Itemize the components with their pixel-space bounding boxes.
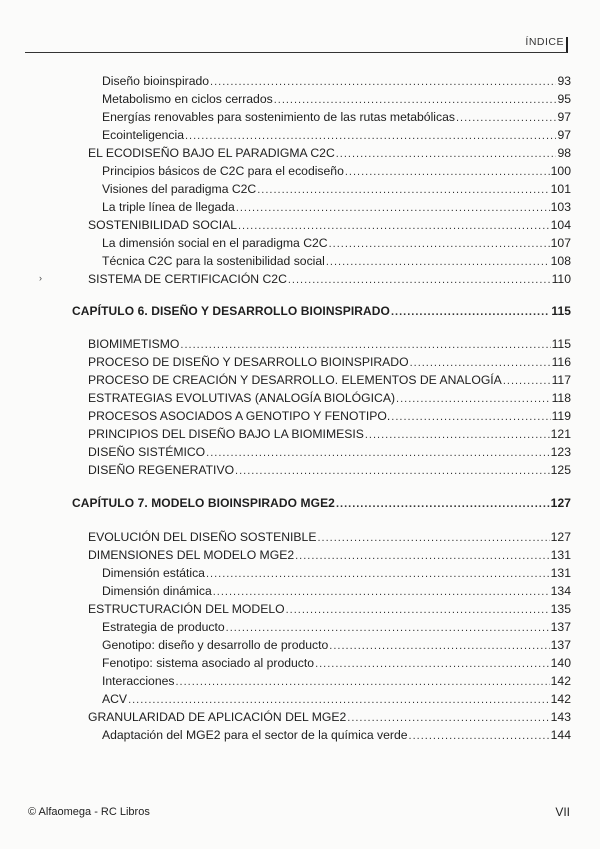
toc-entry[interactable] bbox=[88, 443, 571, 461]
toc-entry-title: La triple línea de llegada bbox=[102, 200, 235, 214]
toc-entry-title: DISEÑO SISTÉMICO bbox=[88, 445, 206, 459]
toc-entry[interactable] bbox=[102, 654, 571, 672]
toc-entry-page: 98 bbox=[557, 146, 571, 160]
dot-leader bbox=[336, 495, 550, 513]
dot-leader bbox=[288, 271, 551, 289]
dot-leader bbox=[295, 547, 550, 565]
toc-entry[interactable] bbox=[102, 108, 571, 126]
toc-entry-title: PROCESO DE CREACIÓN Y DESARROLLO. ELEMENTOS DE ANALOGÍA bbox=[88, 373, 502, 387]
toc-entry-title: EL ECODISEÑO BAJO EL PARADIGMA C2C bbox=[88, 146, 335, 160]
toc-entry-page: 127 bbox=[550, 530, 571, 544]
toc-entry[interactable] bbox=[102, 582, 571, 600]
toc-entry-page: 117 bbox=[551, 373, 571, 387]
toc-entry[interactable] bbox=[88, 144, 571, 162]
toc-entry-page: 144 bbox=[550, 728, 571, 742]
toc-entry[interactable] bbox=[88, 546, 571, 564]
dot-leader bbox=[396, 390, 551, 408]
dot-leader bbox=[274, 91, 557, 109]
toc-entry-page: 95 bbox=[557, 92, 571, 106]
toc-entry-title: DISEÑO REGENERATIVO bbox=[88, 463, 235, 477]
dot-leader bbox=[503, 372, 551, 390]
dot-leader bbox=[210, 73, 556, 91]
toc-entry-page: 131 bbox=[550, 566, 571, 580]
dot-leader bbox=[409, 727, 550, 745]
dot-leader bbox=[317, 529, 549, 547]
dot-leader bbox=[347, 709, 549, 727]
toc-entry-title: Interacciones bbox=[102, 674, 175, 688]
toc-entry-page: 110 bbox=[551, 272, 571, 286]
toc-entry-page: 93 bbox=[557, 74, 571, 88]
toc-entry[interactable] bbox=[102, 672, 571, 690]
toc-entry-page: 119 bbox=[551, 409, 571, 423]
toc-entry[interactable] bbox=[102, 234, 571, 252]
toc-entry-title: BIOMIMETISMO bbox=[88, 337, 180, 351]
toc-entry-page: 104 bbox=[550, 218, 571, 232]
toc-entry-title: La dimensión social en el paradigma C2C bbox=[102, 236, 328, 250]
toc-entry-page: 137 bbox=[550, 638, 571, 652]
toc-entry-page: 140 bbox=[550, 656, 571, 670]
toc-entry-title: Adaptación del MGE2 para el sector de la química verde bbox=[102, 728, 408, 742]
running-header: ÍNDICE bbox=[525, 36, 564, 48]
toc-entry[interactable] bbox=[102, 636, 571, 654]
margin-mark: › bbox=[39, 273, 42, 283]
toc-entry-title: Dimensión dinámica bbox=[102, 584, 212, 598]
toc-entry[interactable] bbox=[88, 216, 571, 234]
toc-entry-title: GRANULARIDAD DE APLICACIÓN DEL MGE2 bbox=[88, 710, 347, 724]
toc-entry-title: ESTRATEGIAS EVOLUTIVAS (ANALOGÍA BIOLÓGICA) bbox=[88, 391, 396, 405]
dot-leader bbox=[315, 655, 550, 673]
toc-entry[interactable] bbox=[88, 425, 571, 443]
dot-leader bbox=[336, 145, 557, 163]
toc-entry-title: Principios básicos de C2C para el ecodiseño bbox=[102, 164, 344, 178]
dot-leader bbox=[226, 619, 550, 637]
header-rule bbox=[25, 52, 567, 53]
dot-leader bbox=[391, 408, 550, 426]
dot-leader bbox=[345, 163, 550, 181]
toc-entry[interactable] bbox=[88, 407, 571, 425]
toc-entry[interactable] bbox=[88, 270, 571, 288]
dot-leader bbox=[391, 303, 550, 321]
toc-entry[interactable] bbox=[102, 618, 571, 636]
dot-leader bbox=[213, 583, 550, 601]
toc-entry-title: Fenotipo: sistema asociado al producto bbox=[102, 656, 315, 670]
toc-entry-title: Energías renovables para sostenimiento de las rutas metabólicas bbox=[102, 110, 455, 124]
toc-entry-title: SISTEMA DE CERTIFICACIÓN C2C bbox=[88, 272, 287, 286]
dot-leader bbox=[286, 601, 550, 619]
toc-entry-page: 135 bbox=[550, 602, 571, 616]
dot-leader bbox=[456, 109, 556, 127]
toc-entry-page: 118 bbox=[551, 391, 571, 405]
toc-entry[interactable] bbox=[88, 371, 571, 389]
footer-publisher: © Alfaomega - RC Libros bbox=[28, 806, 150, 818]
dot-leader bbox=[329, 637, 549, 655]
toc-entry-page: 100 bbox=[550, 164, 571, 178]
toc-entry-page: 103 bbox=[550, 200, 571, 214]
dot-leader bbox=[235, 462, 550, 480]
toc-entry[interactable] bbox=[102, 162, 571, 180]
toc-entry-title: EVOLUCIÓN DEL DISEÑO SOSTENIBLE bbox=[88, 530, 317, 544]
toc-entry[interactable] bbox=[88, 461, 571, 479]
dot-leader bbox=[329, 235, 550, 253]
toc-entry-page: 137 bbox=[550, 620, 571, 634]
toc-entry[interactable] bbox=[88, 335, 571, 353]
toc-entry-title: ESTRUCTURACIÓN DEL MODELO bbox=[88, 602, 285, 616]
dot-leader bbox=[238, 217, 550, 235]
toc-entry[interactable] bbox=[102, 690, 571, 708]
toc-entry-page: 134 bbox=[550, 584, 571, 598]
toc-entry-title: Dimensión estática bbox=[102, 566, 205, 580]
toc-entry-title: SOSTENIBILIDAD SOCIAL bbox=[88, 218, 237, 232]
toc-entry[interactable] bbox=[88, 708, 571, 726]
toc-entry-page: 97 bbox=[557, 110, 571, 124]
dot-leader bbox=[176, 673, 550, 691]
toc-entry-title: ACV bbox=[102, 692, 128, 706]
toc-entry-title: Estrategia de producto bbox=[102, 620, 225, 634]
toc-entry-page: 123 bbox=[550, 445, 571, 459]
toc-entry-title: PROCESO DE DISEÑO Y DESARROLLO BIOINSPIRADO bbox=[88, 355, 409, 369]
toc-entry-page: 116 bbox=[551, 355, 571, 369]
toc-entry-title: DIMENSIONES DEL MODELO MGE2 bbox=[88, 548, 295, 562]
dot-leader bbox=[180, 336, 550, 354]
toc-entry-title: Metabolismo en ciclos cerrados bbox=[102, 92, 273, 106]
toc-entry-title: Ecointeligencia bbox=[102, 128, 184, 142]
toc-chapter[interactable] bbox=[72, 494, 571, 512]
toc-entry-page: 101 bbox=[550, 182, 571, 196]
toc-entry-page: 115 bbox=[551, 304, 571, 318]
dot-leader bbox=[185, 127, 556, 145]
toc-entry[interactable] bbox=[102, 564, 571, 582]
toc-entry-page: 108 bbox=[550, 254, 571, 268]
toc-entry-page: 131 bbox=[550, 548, 571, 562]
toc-entry-page: 143 bbox=[550, 710, 571, 724]
toc-entry-page: 97 bbox=[557, 128, 571, 142]
toc-entry[interactable] bbox=[88, 528, 571, 546]
header-tick bbox=[566, 37, 568, 53]
toc-entry-page: 125 bbox=[550, 463, 571, 477]
toc-entry-page: 127 bbox=[550, 496, 571, 510]
dot-leader bbox=[128, 691, 550, 709]
toc-entry-title: CAPÍTULO 6. DISEÑO Y DESARROLLO BIOINSPIRADO bbox=[72, 304, 390, 318]
toc-entry-title: Visiones del paradigma C2C bbox=[102, 182, 257, 196]
toc-entry-page: 107 bbox=[550, 236, 571, 250]
toc-entry[interactable] bbox=[88, 389, 571, 407]
toc-entry[interactable] bbox=[102, 726, 571, 744]
dot-leader bbox=[206, 565, 550, 583]
toc-entry[interactable] bbox=[102, 198, 571, 216]
toc-entry[interactable] bbox=[102, 252, 571, 270]
toc-entry[interactable] bbox=[102, 180, 571, 198]
toc-entry-title: PRINCIPIOS DEL DISEÑO BAJO LA BIOMIMESIS bbox=[88, 427, 364, 441]
toc-entry[interactable] bbox=[88, 353, 571, 371]
dot-leader bbox=[365, 426, 550, 444]
toc-entry-page: 121 bbox=[550, 427, 571, 441]
toc-entry[interactable] bbox=[102, 126, 571, 144]
toc-entry[interactable] bbox=[88, 600, 571, 618]
toc-entry[interactable] bbox=[102, 90, 571, 108]
toc-chapter[interactable] bbox=[72, 302, 571, 320]
dot-leader bbox=[410, 354, 551, 372]
toc-entry-page: 115 bbox=[551, 337, 571, 351]
toc-entry-title: Diseño bioinspirado bbox=[102, 74, 210, 88]
toc-entry-title: PROCESOS ASOCIADOS A GENOTIPO Y FENOTIPO. bbox=[88, 409, 391, 423]
toc-entry-title: Genotipo: diseño y desarrollo de producto bbox=[102, 638, 329, 652]
toc-entry-page: 142 bbox=[550, 692, 571, 706]
toc-entry-title: Técnica C2C para la sostenibilidad social bbox=[102, 254, 325, 268]
toc-entry[interactable] bbox=[102, 72, 571, 90]
dot-leader bbox=[326, 253, 550, 271]
dot-leader bbox=[236, 199, 550, 217]
toc-entry-title: CAPÍTULO 7. MODELO BIOINSPIRADO MGE2 bbox=[72, 496, 335, 510]
footer-page-number: VII bbox=[555, 805, 570, 819]
dot-leader bbox=[206, 444, 550, 462]
dot-leader bbox=[257, 181, 549, 199]
toc-entry-page: 142 bbox=[550, 674, 571, 688]
